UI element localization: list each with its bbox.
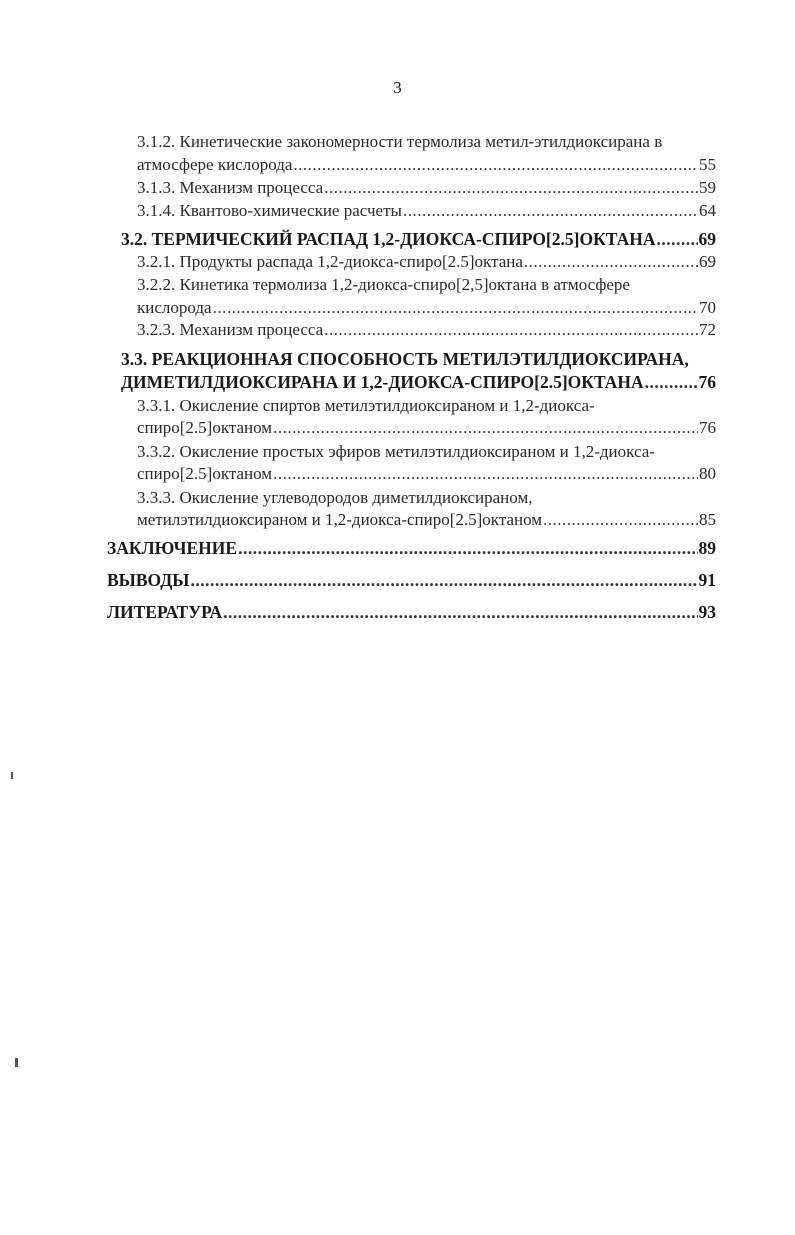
toc-entry-3-3[interactable]: [121, 371, 716, 393]
dot-leader: [645, 371, 698, 393]
dot-leader: [524, 251, 698, 273]
dot-leader: [324, 319, 698, 341]
toc-entry-label: метилэтилдиоксираном и 1,2-диокса-спиро[2.5]октаном: [137, 510, 543, 529]
toc-entry-label: 3.3.1. Окисление спиртов метилэтилдиоксираном и 1,2-диокса-: [137, 396, 595, 415]
toc-entry-label: ВЫВОДЫ: [107, 570, 190, 590]
toc-page-number: 64: [699, 201, 716, 220]
toc-entry-3-1-4[interactable]: [137, 200, 716, 222]
toc-entry-label: 3.2.1. Продукты распада 1,2-диокса-спиро[2.5]октана: [137, 252, 523, 271]
toc-entry-3-3-3[interactable]: [137, 509, 716, 531]
toc-entry-3-3-line1: [121, 348, 689, 370]
dot-leader: [273, 417, 698, 439]
toc-entry-label: кислорода: [137, 298, 212, 317]
toc-entry-label: 3.2.3. Механизм процесса: [137, 320, 324, 339]
toc-entry-3-2-3[interactable]: [137, 319, 716, 341]
toc-entry-label: ДИМЕТИЛДИОКСИРАНА И 1,2-ДИОКСА-СПИРО[2.5]ОКТАНА: [121, 372, 644, 392]
toc-entry-3-3-2[interactable]: [137, 463, 716, 485]
toc-entry-label: 3.3.3. Окисление углеводородов диметилдиоксираном,: [137, 488, 533, 507]
toc-entry-label: атмосфере кислорода: [137, 155, 293, 174]
toc-page-number: 85: [699, 510, 716, 529]
toc-entry-conclusion[interactable]: [107, 537, 716, 559]
toc-page-number: 91: [698, 570, 716, 590]
dot-leader: [223, 601, 697, 623]
toc-entry-3-2-2-line1: [137, 274, 630, 296]
toc-page-number: 76: [699, 418, 716, 437]
toc-entry-3-3-2-line1: [137, 441, 655, 463]
dot-leader: [403, 200, 698, 222]
page-number: 3: [393, 78, 402, 97]
toc-page-number: 59: [699, 178, 716, 197]
toc-entry-label: 3.2. ТЕРМИЧЕСКИЙ РАСПАД 1,2-ДИОКСА-СПИРО[2.5]ОКТАНА: [121, 229, 656, 249]
toc-page-number: 69: [699, 252, 716, 271]
toc-entry-label: 3.3. РЕАКЦИОННАЯ СПОСОБНОСТЬ МЕТИЛЭТИЛДИОКСИРАНА,: [121, 349, 689, 369]
dot-leader: [238, 537, 697, 559]
toc-entry-label: 3.2.2. Кинетика термолиза 1,2-диокса-спиро[2,5]октана в атмосфере: [137, 275, 630, 294]
toc-page-number: 55: [699, 155, 716, 174]
toc-entry-references[interactable]: [107, 601, 716, 623]
toc-page-number: 80: [699, 464, 716, 483]
dot-leader: [213, 297, 698, 319]
toc-page-number: 69: [698, 229, 716, 249]
toc-entry-3-3-3-line1: [137, 487, 532, 509]
dot-leader: [543, 509, 698, 531]
scan-speck: [11, 772, 13, 779]
toc-entry-3-2[interactable]: [121, 228, 716, 250]
toc-entry-label: спиро[2.5]октаном: [137, 464, 273, 483]
toc-page-number: 89: [698, 538, 716, 558]
toc-entry-label: 3.1.3. Механизм процесса: [137, 178, 324, 197]
toc-page-number: 72: [699, 320, 716, 339]
toc-entry-label: ЛИТЕРАТУРА: [107, 602, 223, 622]
dot-leader: [191, 569, 698, 591]
scan-speck: [15, 1058, 18, 1067]
dot-leader: [656, 228, 697, 250]
toc-entry-3-1-2[interactable]: [137, 154, 716, 176]
toc-entry-label: 3.1.4. Квантово-химические расчеты: [137, 201, 402, 220]
toc-page-number: 76: [698, 372, 716, 392]
toc-entry-3-3-1-line1: [137, 395, 595, 417]
toc-entry-label: спиро[2.5]октаном: [137, 418, 273, 437]
dot-leader: [293, 154, 698, 176]
toc-entry-3-1-3[interactable]: [137, 177, 716, 199]
dot-leader: [273, 463, 698, 485]
toc-entry-3-1-2-line1: [137, 131, 662, 153]
toc-entry-3-3-1[interactable]: [137, 417, 716, 439]
toc-entry-3-2-2[interactable]: [137, 297, 716, 319]
toc-entry-label: ЗАКЛЮЧЕНИЕ: [107, 538, 238, 558]
toc-page-number: 70: [699, 298, 716, 317]
toc-page-number: 93: [698, 602, 716, 622]
toc-entry-findings[interactable]: [107, 569, 716, 591]
toc-entry-label: 3.3.2. Окисление простых эфиров метилэтилдиоксираном и 1,2-диокса-: [137, 442, 655, 461]
toc-entry-label: 3.1.2. Кинетические закономерности термолиза метил-этилдиоксирана в: [137, 132, 663, 151]
dot-leader: [324, 177, 698, 199]
toc-entry-3-2-1[interactable]: [137, 251, 716, 273]
